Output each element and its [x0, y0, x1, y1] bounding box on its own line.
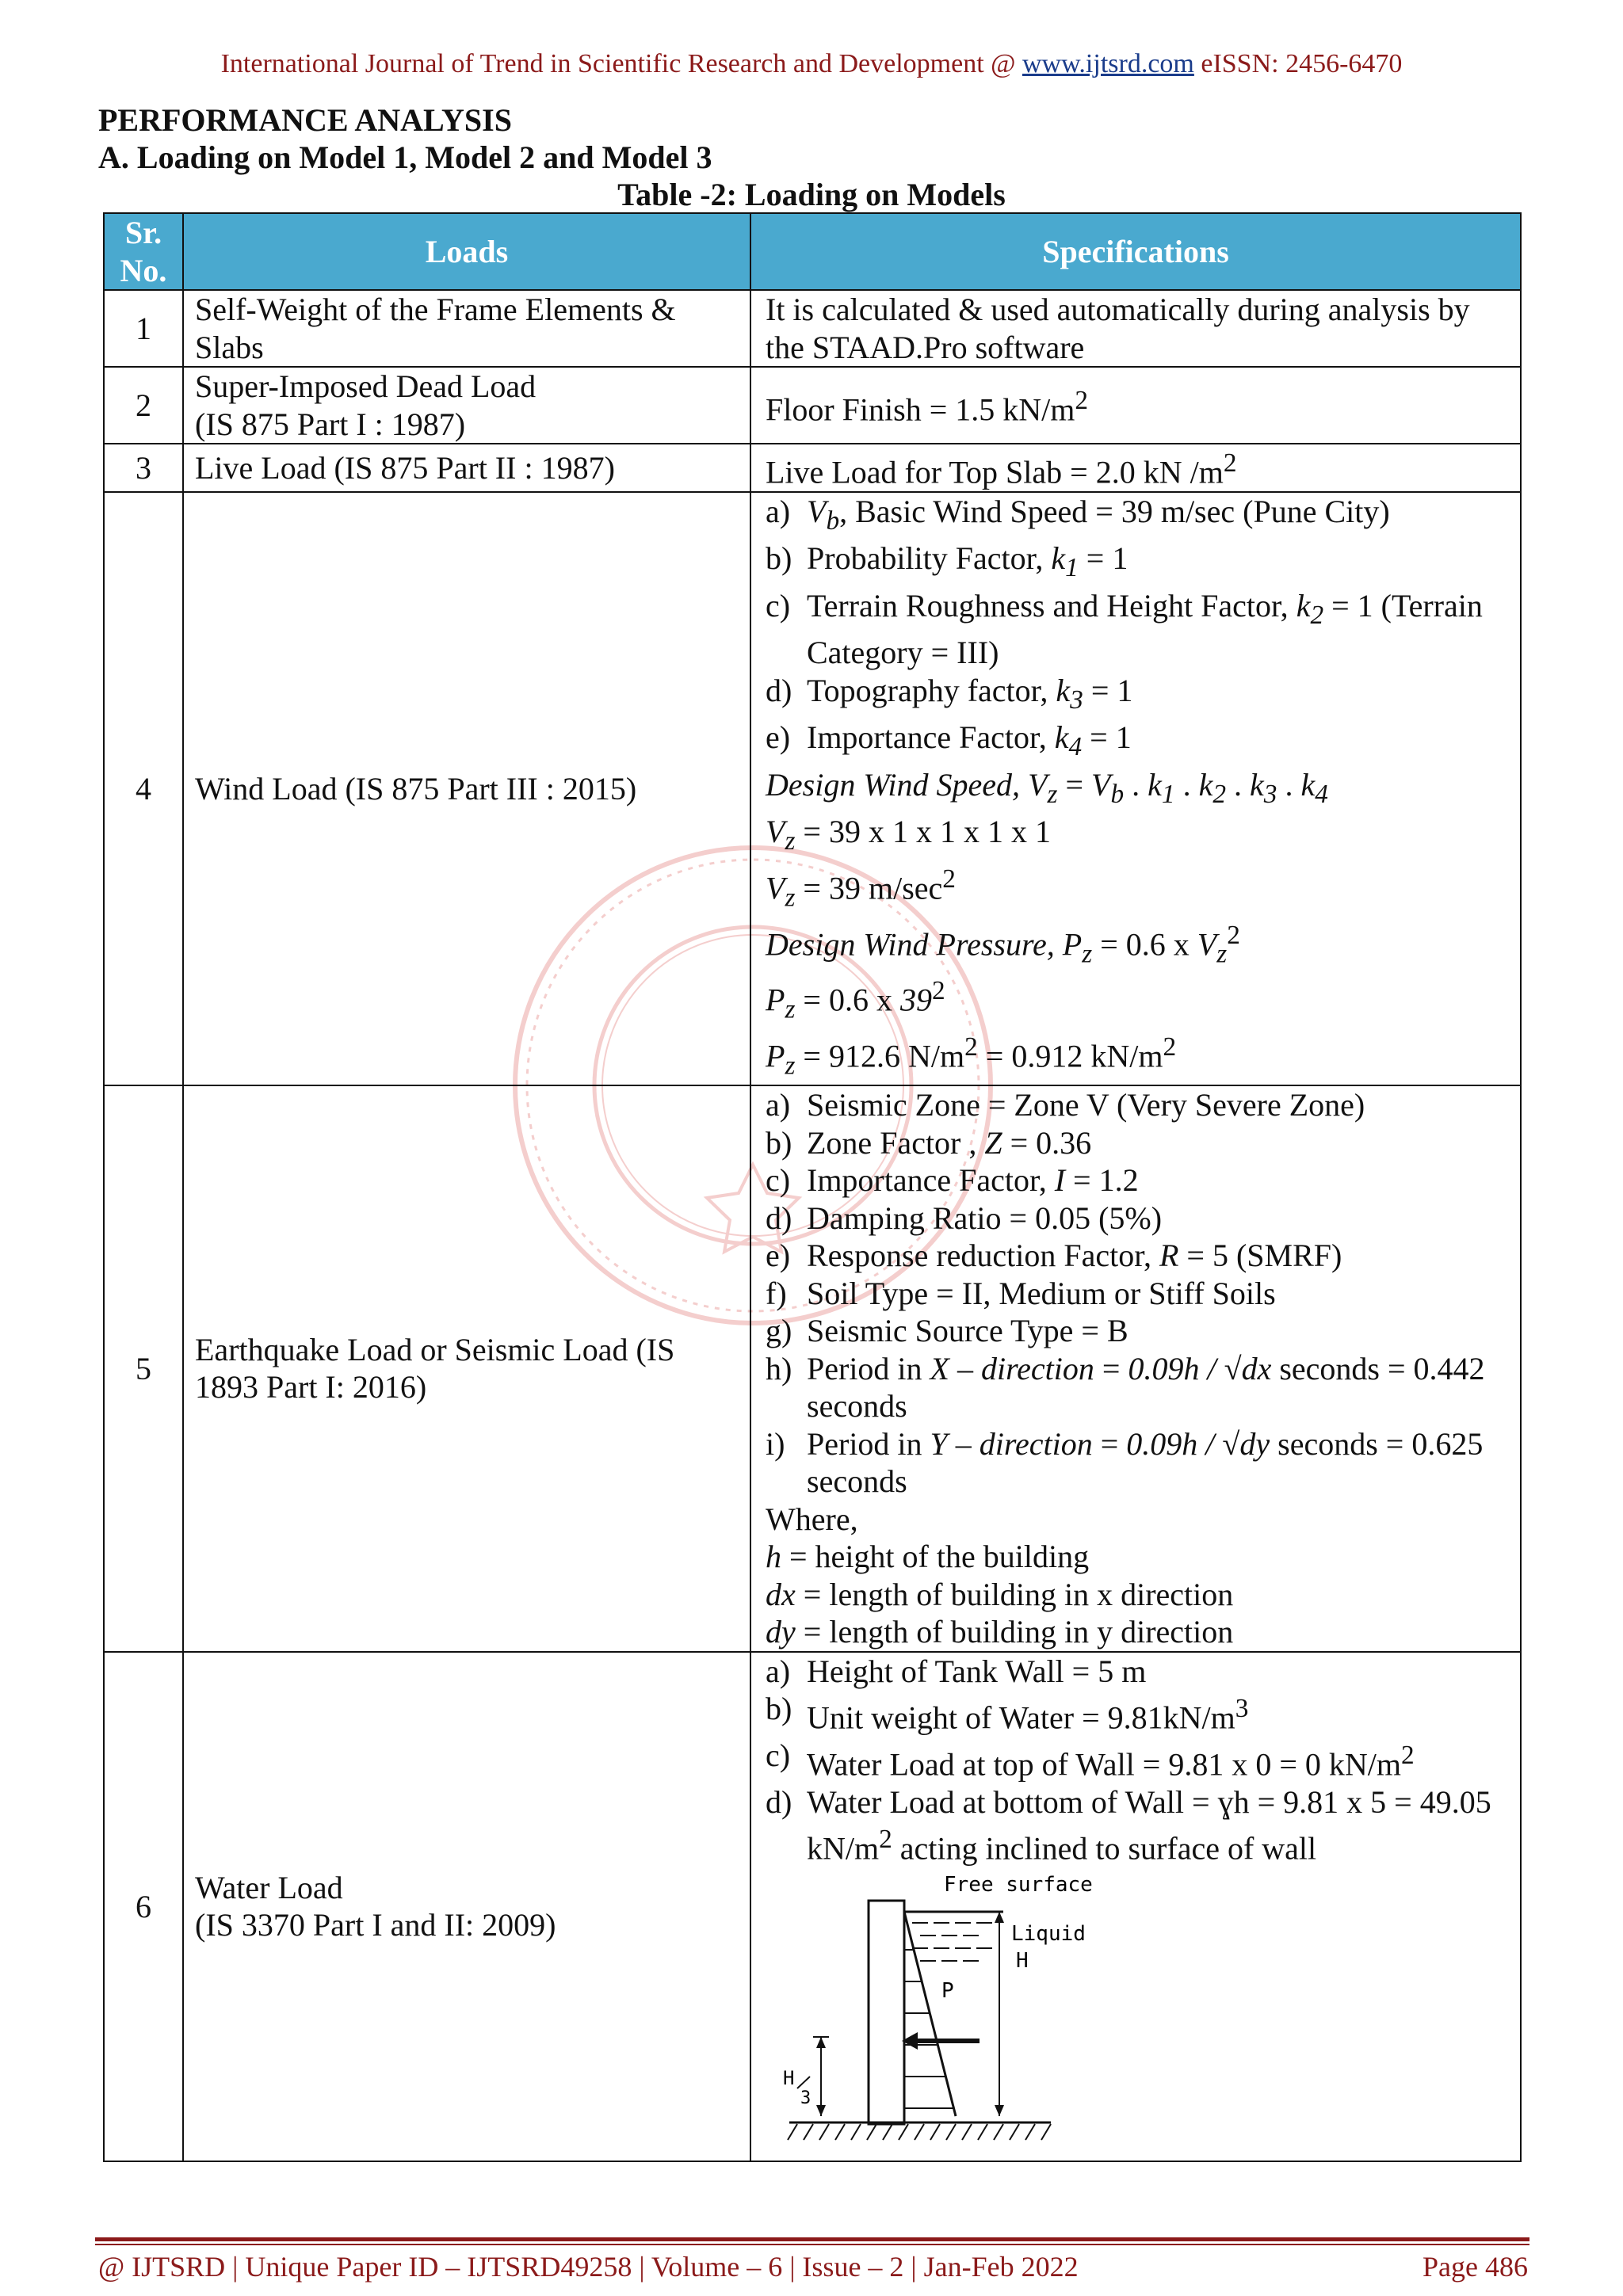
- spec-cell: [750, 492, 1521, 1085]
- symbol: 2: [1310, 600, 1324, 630]
- item-text-part: Terrain Roughness and Height Factor,: [807, 587, 1296, 624]
- symbol: 4: [1068, 732, 1083, 762]
- table-row: [104, 367, 1521, 444]
- col-header-sr-no: [104, 213, 183, 290]
- item-continuation: seconds: [807, 1463, 907, 1500]
- item-text-part: = 1: [1083, 672, 1133, 708]
- spec-item: [766, 1086, 1509, 1124]
- item-text-part: seconds = 0.625: [1270, 1425, 1484, 1462]
- item-label: e): [766, 1238, 791, 1274]
- spec-item: [766, 587, 1509, 635]
- formula-text: 0.09h /: [1128, 1350, 1224, 1386]
- table-header-row: [104, 213, 1521, 290]
- symbol: z: [1047, 779, 1058, 809]
- spec-cell: [750, 367, 1521, 444]
- formula-text: = 39 x 1 x 1 x 1 x 1: [795, 814, 1051, 850]
- table-row: [104, 492, 1521, 1085]
- item-text-part: Period in: [807, 1350, 930, 1386]
- superscript: 2: [1401, 1740, 1415, 1770]
- definition-text: = height of the building: [781, 1539, 1090, 1575]
- symbol: 1: [1065, 553, 1079, 583]
- load-cell: [183, 492, 750, 1085]
- superscript: 2: [879, 1825, 892, 1855]
- symbol: X – direction: [930, 1350, 1094, 1386]
- where-label: Where,: [766, 1501, 858, 1537]
- journal-name: International Journal of Trend in Scientific Research and Development @: [220, 49, 1016, 78]
- superscript: 2: [1163, 1032, 1177, 1062]
- spec-item: [766, 1237, 1509, 1275]
- superscript: 2: [931, 976, 945, 1006]
- item-text-part: =: [1092, 1425, 1127, 1462]
- formula-label: Design Wind Pressure,: [766, 925, 1063, 962]
- symbol: k: [1300, 766, 1316, 803]
- item-text-part: Water Load at top of Wall = 9.81 x 0 = 0 kN/m: [807, 1746, 1402, 1783]
- formula-text: = 0.6 x: [1092, 925, 1197, 962]
- spec-item: [766, 1275, 1509, 1313]
- load-text: (IS 875 Part I : 1987): [195, 406, 466, 442]
- symbol: k: [1051, 540, 1066, 577]
- item-text-part: Importance Factor,: [807, 1162, 1055, 1199]
- item-text-part: Period in: [807, 1425, 930, 1462]
- symbol: V: [1197, 925, 1217, 962]
- item-text: Soil Type = II, Medium or Stiff Soils: [807, 1275, 1276, 1311]
- item-text: [807, 1350, 1485, 1388]
- symbol: h: [766, 1539, 781, 1575]
- item-text: [807, 1124, 1091, 1162]
- item-label: d): [766, 672, 792, 708]
- item-text: [807, 587, 1483, 635]
- item-text-part: =: [1094, 1350, 1128, 1386]
- item-label: c): [766, 1737, 791, 1773]
- item-label: g): [766, 1313, 792, 1349]
- load-text: (IS 3370 Part I and II: 2009): [195, 1907, 556, 1943]
- spec-item: [766, 493, 1509, 540]
- symbol: Y – direction: [930, 1425, 1093, 1462]
- item-label: b): [766, 540, 792, 577]
- spec-cell: [750, 1652, 1521, 2161]
- item-text-part: = 1: [1082, 719, 1132, 756]
- sqrt-symbol: √: [1222, 1425, 1240, 1462]
- symbol: 1: [1161, 779, 1175, 809]
- item-text-part: , Basic Wind Speed = 39 m/sec (Pune City): [839, 493, 1390, 529]
- load-text: Live Load (IS 875 Part II : 1987): [195, 449, 615, 486]
- spec-item: [766, 1783, 1509, 1821]
- symbol: z: [785, 994, 796, 1024]
- sr-cell: 3: [104, 444, 183, 492]
- symbol: P: [1062, 925, 1083, 962]
- vz-calculation: [766, 813, 1509, 860]
- item-label: a): [766, 1653, 791, 1689]
- sqrt-symbol: √: [1224, 1350, 1242, 1386]
- spec-item: [766, 1124, 1509, 1162]
- item-text-part: = 0.36: [1002, 1124, 1092, 1161]
- item-label: e): [766, 719, 791, 756]
- col-header-sr-line1: Sr.: [124, 215, 162, 250]
- spec-text: Live Load for Top Slab = 2.0 kN /m: [766, 454, 1224, 490]
- item-text: [807, 1690, 1248, 1737]
- tank-wall: [869, 1901, 904, 2124]
- sr-cell: 1: [104, 290, 183, 367]
- formula-text: = 0.912 kN/m: [977, 1038, 1163, 1074]
- symbol: b: [826, 505, 840, 536]
- symbol: V: [807, 493, 827, 529]
- item-label: b): [766, 1124, 792, 1161]
- item-text-part: Topography factor,: [807, 672, 1056, 708]
- item-label: h): [766, 1350, 792, 1386]
- spec-item: [766, 1350, 1509, 1388]
- item-text: Damping Ratio = 0.05 (5%): [807, 1199, 1163, 1236]
- sr-cell: 5: [104, 1085, 183, 1652]
- ground-hatching: [788, 2124, 1051, 2140]
- item-label: b): [766, 1691, 792, 1727]
- symbol: V: [766, 870, 785, 906]
- item-text: [807, 1425, 1483, 1463]
- item-text-part: acting inclined to surface of wall: [892, 1830, 1317, 1867]
- journal-header: [0, 49, 1623, 79]
- item-text: [807, 1237, 1342, 1275]
- load-cell: [183, 444, 750, 492]
- spec-text: the STAAD.Pro software: [766, 329, 1085, 365]
- item-continuation: seconds: [807, 1388, 907, 1425]
- definition: [766, 1538, 1509, 1576]
- symbol: k: [1056, 672, 1071, 708]
- journal-website-link[interactable]: www.ijtsrd.com: [1022, 49, 1194, 78]
- sr-cell: 6: [104, 1652, 183, 2161]
- footer-rule: [95, 2237, 1529, 2241]
- spec-item: [766, 1312, 1509, 1350]
- superscript: 2: [964, 1032, 978, 1062]
- item-text: [807, 493, 1390, 540]
- item-label: d): [766, 1199, 792, 1236]
- formula-text: = 912.6 N/m: [795, 1038, 965, 1074]
- superscript: 2: [1075, 386, 1089, 416]
- symbol: 3: [1070, 685, 1083, 715]
- superscript: 2: [942, 864, 956, 894]
- item-text-part: = 1: [1078, 540, 1128, 577]
- page-number: Page 486: [1423, 2251, 1528, 2283]
- item-label: c): [766, 587, 791, 624]
- subsection-title: A. Loading on Model 1, Model 2 and Model 3: [98, 139, 712, 175]
- design-wind-speed: Design Wind Speed, $V_z = V_b$ . $k_1$ . $k_2$ . $k_3$ . $k_4$: [766, 766, 1328, 809]
- item-text: Seismic Zone = Zone V (Very Severe Zone): [807, 1087, 1365, 1123]
- item-text: [807, 672, 1132, 719]
- liquid-dashes: [912, 1923, 992, 1961]
- symbol: z: [785, 826, 796, 856]
- item-text: [807, 540, 1128, 587]
- footer-paper-info: @ IJTSRD | Unique Paper ID – IJTSRD49258 | Volume – 6 | Issue – 2 | Jan-Feb 2022: [98, 2251, 1079, 2283]
- table-row: [104, 1652, 1521, 2161]
- item-text-part: Unit weight of Water = 9.81kN/m: [807, 1699, 1235, 1736]
- spec-text: It is calculated & used automatically during analysis by: [766, 292, 1470, 327]
- spec-item: [766, 1425, 1509, 1463]
- symbol: 4: [1315, 779, 1328, 809]
- symbol: V: [766, 814, 785, 850]
- symbol: dx: [1241, 1350, 1272, 1386]
- load-text: 1893 Part I: 2016): [195, 1369, 427, 1405]
- symbol: Z: [984, 1124, 1002, 1161]
- symbol: V: [1091, 766, 1111, 803]
- item-text-part: = 5 (SMRF): [1178, 1238, 1342, 1274]
- item-label: c): [766, 1162, 791, 1199]
- superscript: 2: [1227, 920, 1240, 950]
- spec-cell: [750, 1085, 1521, 1652]
- item-text-part: = 1 (Terrain: [1323, 587, 1483, 624]
- load-cell: [183, 290, 750, 367]
- formula-text: 0.09h /: [1126, 1425, 1223, 1462]
- item-text: Water Load at bottom of Wall = ɣh = 9.81 x 5 = 49.05: [807, 1783, 1491, 1820]
- symbol: k: [1054, 719, 1069, 756]
- table-row: [104, 1085, 1521, 1652]
- definition: [766, 1613, 1509, 1651]
- load-cell: [183, 1085, 750, 1652]
- symbol: 3: [1263, 779, 1277, 809]
- item-label: f): [766, 1275, 787, 1311]
- item-text: Height of Tank Wall = 5 m: [807, 1653, 1147, 1689]
- load-text: Slabs: [195, 329, 264, 365]
- table-row: [104, 444, 1521, 492]
- item-label: a): [766, 1087, 791, 1123]
- symbol: dx: [766, 1576, 796, 1612]
- symbol: R: [1159, 1238, 1179, 1274]
- symbol: k: [1148, 766, 1162, 803]
- symbol: dy: [766, 1614, 796, 1650]
- load-text: Self-Weight of the Frame Elements &: [195, 292, 676, 327]
- spec-item: [766, 719, 1509, 766]
- symbol: V: [1028, 766, 1048, 803]
- item-text-part: seconds = 0.442: [1271, 1350, 1485, 1386]
- item-text-part: Probability Factor,: [807, 540, 1052, 577]
- loading-table: [103, 212, 1522, 2162]
- pressure-hatching: [904, 1950, 953, 2108]
- symbol: b: [1110, 779, 1125, 809]
- symbol: P: [766, 1038, 785, 1074]
- symbol: z: [785, 883, 796, 913]
- item-text-part: Zone Factor ,: [807, 1124, 985, 1161]
- item-label: a): [766, 493, 791, 529]
- item-text-part: Response reduction Factor,: [807, 1238, 1159, 1274]
- symbol: k: [1296, 587, 1311, 624]
- symbol: k: [1198, 766, 1213, 803]
- item-continuation: [766, 1821, 1509, 1867]
- eissn: eISSN: 2456-6470: [1201, 49, 1403, 78]
- spec-text: Floor Finish = 1.5 kN/m: [766, 391, 1075, 428]
- load-text: Water Load: [195, 1869, 343, 1905]
- definition-text: = length of building in x direction: [795, 1576, 1234, 1612]
- item-label: i): [766, 1425, 785, 1462]
- formula-label: Design Wind Speed,: [766, 766, 1029, 803]
- spec-item: [766, 672, 1509, 719]
- design-wind-pressure: [766, 917, 1509, 973]
- symbol: I: [1054, 1162, 1066, 1199]
- vz-result: [766, 860, 1509, 917]
- item-label: d): [766, 1783, 792, 1820]
- footer-rule: [95, 2244, 1529, 2245]
- water-pressure-diagram: [766, 1871, 1093, 2156]
- sr-cell: 4: [104, 492, 183, 1085]
- symbol: dy: [1239, 1425, 1270, 1462]
- spec-item: [766, 1161, 1509, 1199]
- item-text-part: = 1.2: [1065, 1162, 1139, 1199]
- item-text: Seismic Source Type = B: [807, 1313, 1128, 1349]
- col-header-specifications: Specifications: [750, 213, 1521, 290]
- liquid-label: Liquid: [1011, 1922, 1086, 1947]
- symbol: k: [1250, 766, 1264, 803]
- symbol: z: [1216, 938, 1228, 968]
- definition-text: = length of building in y direction: [795, 1614, 1234, 1650]
- pz-result: [766, 1028, 1509, 1085]
- load-text: Earthquake Load or Seismic Load (IS: [195, 1331, 675, 1367]
- h3-label-den: 3: [800, 2088, 812, 2109]
- item-text-part: kN/m: [807, 1830, 880, 1867]
- symbol: 2: [1212, 779, 1227, 809]
- free-surface-label: Free surface: [944, 1873, 1093, 1897]
- spec-item: [766, 1737, 1509, 1783]
- superscript: 3: [1235, 1694, 1249, 1724]
- pz-calculation: [766, 972, 1509, 1028]
- symbol: z: [1082, 938, 1093, 968]
- item-text: [807, 1737, 1415, 1783]
- symbol: P: [766, 982, 785, 1018]
- formula-text: = 0.6 x: [795, 982, 900, 1018]
- spec-item: [766, 1199, 1509, 1238]
- spec-item: [766, 540, 1509, 587]
- table-row: [104, 290, 1521, 367]
- height-label: H: [1016, 1949, 1029, 1974]
- formula-text: 39: [899, 982, 932, 1018]
- col-header-sr-line2: No.: [120, 252, 167, 288]
- item-text-part: Importance Factor,: [807, 719, 1055, 756]
- symbol: z: [785, 1051, 796, 1081]
- spec-item: [766, 1653, 1509, 1691]
- load-cell: [183, 367, 750, 444]
- spec-cell: [750, 290, 1521, 367]
- spec-item: [766, 1690, 1509, 1737]
- definition: [766, 1576, 1509, 1614]
- load-cell: [183, 1652, 750, 2161]
- col-header-loads: Loads: [183, 213, 750, 290]
- item-text: [807, 1161, 1139, 1199]
- table-caption: Table -2: Loading on Models: [617, 177, 1006, 212]
- pressure-label: P: [941, 1979, 954, 2004]
- h3-label-num: H: [783, 2067, 795, 2090]
- load-text: Super-Imposed Dead Load: [195, 368, 537, 404]
- superscript: 2: [1223, 448, 1237, 478]
- item-continuation: Category = III): [807, 635, 999, 671]
- load-text: Wind Load (IS 875 Part III : 2015): [195, 770, 637, 807]
- section-title: PERFORMANCE ANALYSIS: [98, 102, 512, 138]
- item-text: [807, 719, 1132, 766]
- sr-cell: 2: [104, 367, 183, 444]
- spec-cell: [750, 444, 1521, 492]
- formula-text: = 39 m/sec: [795, 870, 943, 906]
